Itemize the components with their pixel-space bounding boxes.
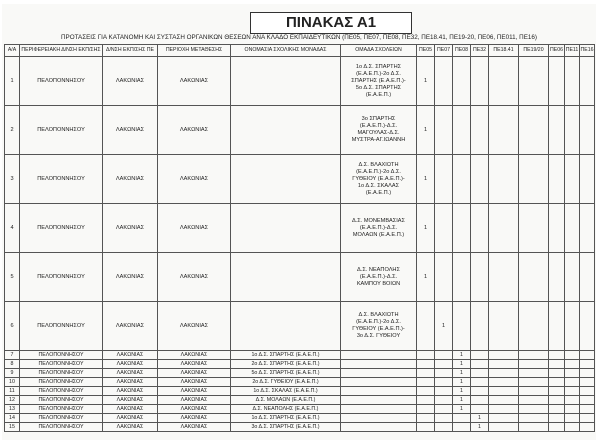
school-group-line: Δ.Σ. ΝΕΑΠΟΛΗΣ — [357, 266, 400, 273]
school-unit-cell — [231, 155, 341, 204]
position-count-cell: 1 — [417, 155, 435, 204]
row-number-cell: 5 — [5, 253, 20, 302]
position-count-cell — [471, 360, 489, 369]
position-count-cell: 1 — [453, 387, 471, 396]
position-count-cell — [580, 396, 595, 405]
position-count-cell — [519, 396, 549, 405]
position-count-cell — [549, 387, 565, 396]
position-count-cell — [580, 106, 595, 155]
table-row — [5, 106, 595, 155]
position-count-cell — [471, 369, 489, 378]
position-count-cell — [489, 378, 519, 387]
school-group-line: ΜΑΓΟΥΛΑΣ-Δ.Σ. — [357, 130, 400, 136]
region-cell: ΠΕΛΟΠΟΝΝΗΣΟΥ — [20, 360, 103, 369]
position-count-cell — [489, 253, 519, 302]
position-count-cell — [453, 204, 471, 253]
school-group-line: 3ο Δ.Σ. ΓΥΘΕΙΟΥ — [356, 333, 401, 339]
position-count-cell — [417, 405, 435, 414]
table-row — [5, 405, 595, 414]
position-count-cell — [471, 405, 489, 414]
directorate-cell: ΛΑΚΩΝΙΑΣ — [103, 106, 158, 155]
row-number-cell: 4 — [5, 204, 20, 253]
position-count-cell — [489, 387, 519, 396]
region-cell: ΠΕΛΟΠΟΝΝΗΣΟΥ — [20, 351, 103, 360]
position-count-cell — [565, 396, 580, 405]
school-group-line: (Ε.Α.Ε.Π.)-2ο Δ.Σ. — [356, 70, 401, 77]
position-count-cell — [565, 351, 580, 360]
school-group-cell — [341, 360, 417, 369]
position-count-cell — [435, 106, 453, 155]
column-header: ΠΕ07 — [435, 45, 453, 57]
school-unit-cell: Δ.Σ. ΝΕΑΠΟΛΗΣ (Ε.Α.Ε.Π.) — [231, 405, 341, 414]
table-row — [5, 204, 595, 253]
directorate-cell: ΛΑΚΩΝΙΑΣ — [103, 414, 158, 423]
row-number-cell: 2 — [5, 106, 20, 155]
school-group-cell — [341, 106, 417, 155]
position-count-cell — [565, 204, 580, 253]
position-count-cell — [565, 106, 580, 155]
position-count-cell — [489, 155, 519, 204]
position-count-cell — [519, 204, 549, 253]
position-count-cell — [580, 387, 595, 396]
position-count-cell — [489, 360, 519, 369]
transfer-area-cell: ΛΑΚΩΝΙΑΣ — [158, 204, 231, 253]
row-number-cell: 9 — [5, 369, 20, 378]
school-group-line: 3ο ΣΠΑΡΤΗΣ — [361, 116, 396, 122]
position-count-cell — [471, 387, 489, 396]
position-count-cell — [471, 155, 489, 204]
position-count-cell: 1 — [453, 351, 471, 360]
directorate-cell: ΛΑΚΩΝΙΑΣ — [103, 378, 158, 387]
school-group-line: ΓΥΘΕΙΟΥ (Ε.Α.Ε.Π.)- — [352, 326, 405, 332]
directorate-cell: ΛΑΚΩΝΙΑΣ — [103, 405, 158, 414]
position-count-cell — [565, 405, 580, 414]
position-count-cell — [435, 360, 453, 369]
school-group-line: (Ε.Α.Ε.Π.)-Δ.Σ. — [359, 224, 398, 231]
document-page — [2, 4, 596, 440]
position-count-cell — [471, 351, 489, 360]
position-count-cell: 1 — [471, 414, 489, 423]
position-count-cell — [435, 155, 453, 204]
table-row — [5, 423, 595, 432]
position-count-cell — [519, 57, 549, 106]
position-count-cell — [453, 414, 471, 423]
region-cell: ΠΕΛΟΠΟΝΝΗΣΟΥ — [20, 369, 103, 378]
position-count-cell — [565, 414, 580, 423]
row-number-cell: 1 — [5, 57, 20, 106]
transfer-area-cell: ΛΑΚΩΝΙΑΣ — [158, 57, 231, 106]
position-count-cell — [565, 423, 580, 432]
position-count-cell — [580, 414, 595, 423]
position-count-cell — [417, 414, 435, 423]
position-count-cell — [580, 360, 595, 369]
school-group-line: 1ο Δ.Σ. ΣΠΑΡΤΗΣ — [355, 63, 402, 70]
region-cell: ΠΕΛΟΠΟΝΝΗΣΟΥ — [20, 378, 103, 387]
row-number-cell: 6 — [5, 302, 20, 351]
row-number-cell: 12 — [5, 396, 20, 405]
school-unit-cell: 1ο Δ.Σ. ΣΠΑΡΤΗΣ (Ε.Α.Ε.Π.) — [231, 351, 341, 360]
school-unit-cell: 5ο Δ.Σ. ΣΠΑΡΤΗΣ (Ε.Α.Ε.Π.) — [231, 369, 341, 378]
school-group-cell — [341, 378, 417, 387]
region-cell: ΠΕΛΟΠΟΝΝΗΣΟΥ — [20, 155, 103, 204]
directorate-cell: ΛΑΚΩΝΙΑΣ — [103, 351, 158, 360]
school-unit-cell — [231, 204, 341, 253]
transfer-area-cell: ΛΑΚΩΝΙΑΣ — [158, 405, 231, 414]
position-count-cell: 1 — [453, 369, 471, 378]
position-count-cell — [489, 302, 519, 351]
position-count-cell — [489, 369, 519, 378]
position-count-cell — [471, 253, 489, 302]
school-unit-cell — [231, 106, 341, 155]
position-count-cell — [417, 351, 435, 360]
column-header: ΟΜΑΔΑ ΣΧΟΛΕΙΩΝ — [341, 45, 417, 57]
position-count-cell — [471, 204, 489, 253]
position-count-cell — [580, 405, 595, 414]
column-header: ΠΕ16 — [580, 45, 595, 57]
school-group-cell — [341, 369, 417, 378]
transfer-area-cell: ΛΑΚΩΝΙΑΣ — [158, 253, 231, 302]
school-group-line: ΜΥΣΤΡΑ-ΑΓ.ΙΩΑΝΝΗ — [351, 137, 406, 143]
table-row — [5, 302, 595, 351]
position-count-cell — [519, 302, 549, 351]
position-count-cell — [565, 57, 580, 106]
position-count-cell — [519, 369, 549, 378]
column-header: ΠΕ19/20 — [519, 45, 549, 57]
row-number-cell: 15 — [5, 423, 20, 432]
school-unit-cell — [231, 57, 341, 106]
directorate-cell: ΛΑΚΩΝΙΑΣ — [103, 253, 158, 302]
position-count-cell — [519, 360, 549, 369]
position-count-cell — [435, 253, 453, 302]
position-count-cell — [435, 369, 453, 378]
position-count-cell — [453, 253, 471, 302]
region-cell: ΠΕΛΟΠΟΝΝΗΣΟΥ — [20, 396, 103, 405]
position-count-cell — [519, 423, 549, 432]
transfer-area-cell: ΛΑΚΩΝΙΑΣ — [158, 378, 231, 387]
table-row — [5, 253, 595, 302]
school-group-cell — [341, 253, 417, 302]
school-group-cell — [341, 423, 417, 432]
position-count-cell — [489, 57, 519, 106]
position-count-cell — [471, 302, 489, 351]
school-group-line: (Ε.Α.Ε.Π.)-Δ.Σ. — [359, 273, 398, 280]
column-header: ΠΕΡΙΟΧΗ ΜΕΤΑΘΕΣΗΣ — [158, 45, 231, 57]
school-group-line: ΜΟΛΑΩΝ (Ε.Α.Ε.Π.) — [352, 231, 405, 238]
position-count-cell — [471, 57, 489, 106]
position-count-cell — [519, 414, 549, 423]
school-group-line: (Ε.Α.Ε.Π.) — [365, 91, 392, 98]
position-count-cell — [580, 351, 595, 360]
school-unit-cell: 2ο Δ.Σ. ΣΠΑΡΤΗΣ (Ε.Α.Ε.Π.) — [231, 360, 341, 369]
position-count-cell — [549, 396, 565, 405]
region-cell: ΠΕΛΟΠΟΝΝΗΣΟΥ — [20, 423, 103, 432]
position-count-cell — [580, 155, 595, 204]
row-number-cell: 14 — [5, 414, 20, 423]
directorate-cell: ΛΑΚΩΝΙΑΣ — [103, 155, 158, 204]
position-count-cell — [549, 302, 565, 351]
position-count-cell — [549, 351, 565, 360]
position-count-cell: 1 — [417, 106, 435, 155]
position-count-cell — [453, 155, 471, 204]
position-count-cell — [519, 253, 549, 302]
school-group-cell — [341, 405, 417, 414]
position-count-cell — [549, 369, 565, 378]
position-count-cell — [565, 378, 580, 387]
page-subtitle: ΠΡΟΤΑΣΕΙΣ ΓΙΑ ΚΑΤΑΝΟΜΗ ΚΑΙ ΣΥΣΤΑΣΗ ΟΡΓΑΝΙΚΩΝ ΘΕΣΕΩΝ ΑΝΑ ΚΛΑΔΟ ΕΚΠΑΙΔΕΥΤΙΚΩΝ (ΠΕ05, ΠΕ07, ΠΕ08, ΠΕ32, ΠΕ18.41, ΠΕ19-20, ΠΕ06, ΠΕ011, ΠΕ16) — [60, 34, 538, 41]
positions-table — [4, 44, 595, 432]
row-number-cell: 11 — [5, 387, 20, 396]
position-count-cell — [417, 302, 435, 351]
school-group-line: (Ε.Α.Ε.Π.)-Δ.Σ. — [359, 123, 398, 129]
position-count-cell — [519, 378, 549, 387]
school-group-line: ΣΠΑΡΤΗΣ (Ε.Α.Ε.Π.)- — [351, 77, 406, 84]
school-group-line: Δ.Σ. ΒΛΑΧΙΩΤΗ — [358, 161, 399, 168]
position-count-cell: 1 — [471, 423, 489, 432]
table-row — [5, 378, 595, 387]
position-count-cell — [417, 396, 435, 405]
region-cell: ΠΕΛΟΠΟΝΝΗΣΟΥ — [20, 302, 103, 351]
transfer-area-cell: ΛΑΚΩΝΙΑΣ — [158, 396, 231, 405]
table-row — [5, 369, 595, 378]
school-unit-cell — [231, 302, 341, 351]
position-count-cell: 1 — [453, 396, 471, 405]
table-row — [5, 414, 595, 423]
position-count-cell — [435, 405, 453, 414]
transfer-area-cell: ΛΑΚΩΝΙΑΣ — [158, 155, 231, 204]
position-count-cell — [565, 387, 580, 396]
position-count-cell — [417, 387, 435, 396]
school-group-cell — [341, 351, 417, 360]
school-group-cell — [341, 302, 417, 351]
position-count-cell — [489, 405, 519, 414]
school-unit-cell: 3ο Δ.Σ. ΣΠΑΡΤΗΣ (Ε.Α.Ε.Π.) — [231, 423, 341, 432]
school-group-line: (Ε.Α.Ε.Π.)-2ο Δ.Σ. — [356, 168, 401, 175]
position-count-cell — [471, 378, 489, 387]
directorate-cell: ΛΑΚΩΝΙΑΣ — [103, 302, 158, 351]
region-cell: ΠΕΛΟΠΟΝΝΗΣΟΥ — [20, 106, 103, 155]
position-count-cell — [549, 106, 565, 155]
school-group-line: (Ε.Α.Ε.Π.) — [365, 189, 392, 196]
school-group-cell — [341, 155, 417, 204]
position-count-cell — [519, 387, 549, 396]
position-count-cell — [549, 360, 565, 369]
school-unit-cell: 1ο Δ.Σ. ΣΠΑΡΤΗΣ (Ε.Α.Ε.Π.) — [231, 414, 341, 423]
position-count-cell — [549, 204, 565, 253]
position-count-cell — [565, 369, 580, 378]
directorate-cell: ΛΑΚΩΝΙΑΣ — [103, 204, 158, 253]
position-count-cell — [549, 405, 565, 414]
transfer-area-cell: ΛΑΚΩΝΙΑΣ — [158, 414, 231, 423]
region-cell: ΠΕΛΟΠΟΝΝΗΣΟΥ — [20, 204, 103, 253]
directorate-cell: ΛΑΚΩΝΙΑΣ — [103, 57, 158, 106]
school-unit-cell: 2ο Δ.Σ. ΓΥΘΕΙΟΥ (Ε.Α.Ε.Π.) — [231, 378, 341, 387]
directorate-cell: ΛΑΚΩΝΙΑΣ — [103, 387, 158, 396]
position-count-cell — [549, 414, 565, 423]
position-count-cell — [435, 387, 453, 396]
position-count-cell — [565, 253, 580, 302]
school-group-line: 1ο Δ.Σ. ΣΚΑΛΑΣ — [357, 182, 400, 189]
school-group-line: ΚΑΜΠΟΥ ΒΟΙΩΝ — [356, 280, 401, 287]
table-row — [5, 387, 595, 396]
school-unit-cell: Δ.Σ. ΜΟΛΑΩΝ (Ε.Α.Ε.Π.) — [231, 396, 341, 405]
position-count-cell — [519, 155, 549, 204]
position-count-cell — [565, 360, 580, 369]
position-count-cell — [580, 204, 595, 253]
position-count-cell — [417, 378, 435, 387]
position-count-cell — [489, 204, 519, 253]
column-header: ΠΕ11 — [565, 45, 580, 57]
table-row — [5, 155, 595, 204]
table-row — [5, 57, 595, 106]
transfer-area-cell: ΛΑΚΩΝΙΑΣ — [158, 360, 231, 369]
transfer-area-cell: ΛΑΚΩΝΙΑΣ — [158, 106, 231, 155]
table-header-row — [5, 45, 595, 57]
position-count-cell — [519, 405, 549, 414]
row-number-cell: 3 — [5, 155, 20, 204]
column-header: ΠΕ05 — [417, 45, 435, 57]
school-unit-cell — [231, 253, 341, 302]
column-header: Δ/ΝΣΗ ΕΚΠ/ΣΗΣ ΠΕ — [103, 45, 158, 57]
position-count-cell — [417, 360, 435, 369]
position-count-cell — [549, 253, 565, 302]
position-count-cell: 1 — [417, 204, 435, 253]
row-number-cell: 13 — [5, 405, 20, 414]
transfer-area-cell: ΛΑΚΩΝΙΑΣ — [158, 423, 231, 432]
column-header: ΟΝΟΜΑΣΙΑ ΣΧΟΛΙΚΗΣ ΜΟΝΑΔΑΣ — [231, 45, 341, 57]
table-row — [5, 351, 595, 360]
directorate-cell: ΛΑΚΩΝΙΑΣ — [103, 360, 158, 369]
directorate-cell: ΛΑΚΩΝΙΑΣ — [103, 423, 158, 432]
position-count-cell — [549, 423, 565, 432]
column-header: Α/Α — [5, 45, 20, 57]
region-cell: ΠΕΛΟΠΟΝΝΗΣΟΥ — [20, 253, 103, 302]
position-count-cell — [580, 302, 595, 351]
table-row — [5, 396, 595, 405]
position-count-cell: 1 — [435, 302, 453, 351]
school-group-cell — [341, 204, 417, 253]
position-count-cell — [580, 253, 595, 302]
position-count-cell: 1 — [453, 405, 471, 414]
school-group-cell — [341, 57, 417, 106]
school-group-line: Δ.Σ. ΒΛΑΧΙΩΤΗ — [358, 312, 399, 318]
school-group-line: Δ.Σ. ΜΟΝΕΜΒΑΣΙΑΣ — [352, 217, 405, 224]
position-count-cell — [453, 423, 471, 432]
position-count-cell — [417, 369, 435, 378]
position-count-cell — [489, 396, 519, 405]
region-cell: ΠΕΛΟΠΟΝΝΗΣΟΥ — [20, 387, 103, 396]
column-header: ΠΕ32 — [471, 45, 489, 57]
position-count-cell — [453, 302, 471, 351]
position-count-cell — [549, 378, 565, 387]
row-number-cell: 8 — [5, 360, 20, 369]
position-count-cell — [417, 423, 435, 432]
position-count-cell — [435, 351, 453, 360]
region-cell: ΠΕΛΟΠΟΝΝΗΣΟΥ — [20, 414, 103, 423]
position-count-cell — [489, 414, 519, 423]
position-count-cell — [453, 106, 471, 155]
position-count-cell — [453, 57, 471, 106]
column-header: ΠΕ06 — [549, 45, 565, 57]
school-unit-cell: 1ο Δ.Σ. ΣΚΑΛΑΣ (Ε.Α.Ε.Π.) — [231, 387, 341, 396]
position-count-cell — [435, 57, 453, 106]
school-group-cell — [341, 387, 417, 396]
school-group-cell — [341, 396, 417, 405]
school-group-cell — [341, 414, 417, 423]
row-number-cell: 7 — [5, 351, 20, 360]
position-count-cell: 1 — [417, 253, 435, 302]
position-count-cell: 1 — [453, 360, 471, 369]
school-group-line: 5ο Δ.Σ. ΣΠΑΡΤΗΣ — [355, 84, 402, 91]
position-count-cell — [471, 396, 489, 405]
position-count-cell — [435, 396, 453, 405]
position-count-cell: 1 — [417, 57, 435, 106]
position-count-cell — [435, 414, 453, 423]
transfer-area-cell: ΛΑΚΩΝΙΑΣ — [158, 387, 231, 396]
position-count-cell — [519, 106, 549, 155]
position-count-cell — [435, 378, 453, 387]
position-count-cell — [580, 378, 595, 387]
position-count-cell — [435, 204, 453, 253]
position-count-cell: 1 — [453, 378, 471, 387]
region-cell: ΠΕΛΟΠΟΝΝΗΣΟΥ — [20, 57, 103, 106]
position-count-cell — [489, 351, 519, 360]
column-header: ΠΕΡΙΦΕΡΕΙΑΚΗ Δ/ΝΣΗ ΕΚΠ/ΣΗΣ — [20, 45, 103, 57]
transfer-area-cell: ΛΑΚΩΝΙΑΣ — [158, 369, 231, 378]
column-header: ΠΕ08 — [453, 45, 471, 57]
directorate-cell: ΛΑΚΩΝΙΑΣ — [103, 369, 158, 378]
directorate-cell: ΛΑΚΩΝΙΑΣ — [103, 396, 158, 405]
transfer-area-cell: ΛΑΚΩΝΙΑΣ — [158, 351, 231, 360]
region-cell: ΠΕΛΟΠΟΝΝΗΣΟΥ — [20, 405, 103, 414]
position-count-cell — [580, 423, 595, 432]
table-row — [5, 360, 595, 369]
position-count-cell — [565, 155, 580, 204]
transfer-area-cell: ΛΑΚΩΝΙΑΣ — [158, 302, 231, 351]
position-count-cell — [519, 351, 549, 360]
page-title: ΠΙΝΑΚΑΣ Α1 — [250, 12, 412, 34]
position-count-cell — [549, 57, 565, 106]
position-count-cell — [471, 106, 489, 155]
school-group-line: ΓΥΘΕΙΟΥ (Ε.Α.Ε.Π.)- — [352, 175, 405, 182]
position-count-cell — [580, 369, 595, 378]
position-count-cell — [489, 106, 519, 155]
position-count-cell — [489, 423, 519, 432]
row-number-cell: 10 — [5, 378, 20, 387]
column-header: ΠΕ18.41 — [489, 45, 519, 57]
position-count-cell — [549, 155, 565, 204]
position-count-cell — [435, 423, 453, 432]
position-count-cell — [580, 57, 595, 106]
position-count-cell — [565, 302, 580, 351]
school-group-line: (Ε.Α.Ε.Π.)-2ο Δ.Σ. — [356, 319, 401, 325]
